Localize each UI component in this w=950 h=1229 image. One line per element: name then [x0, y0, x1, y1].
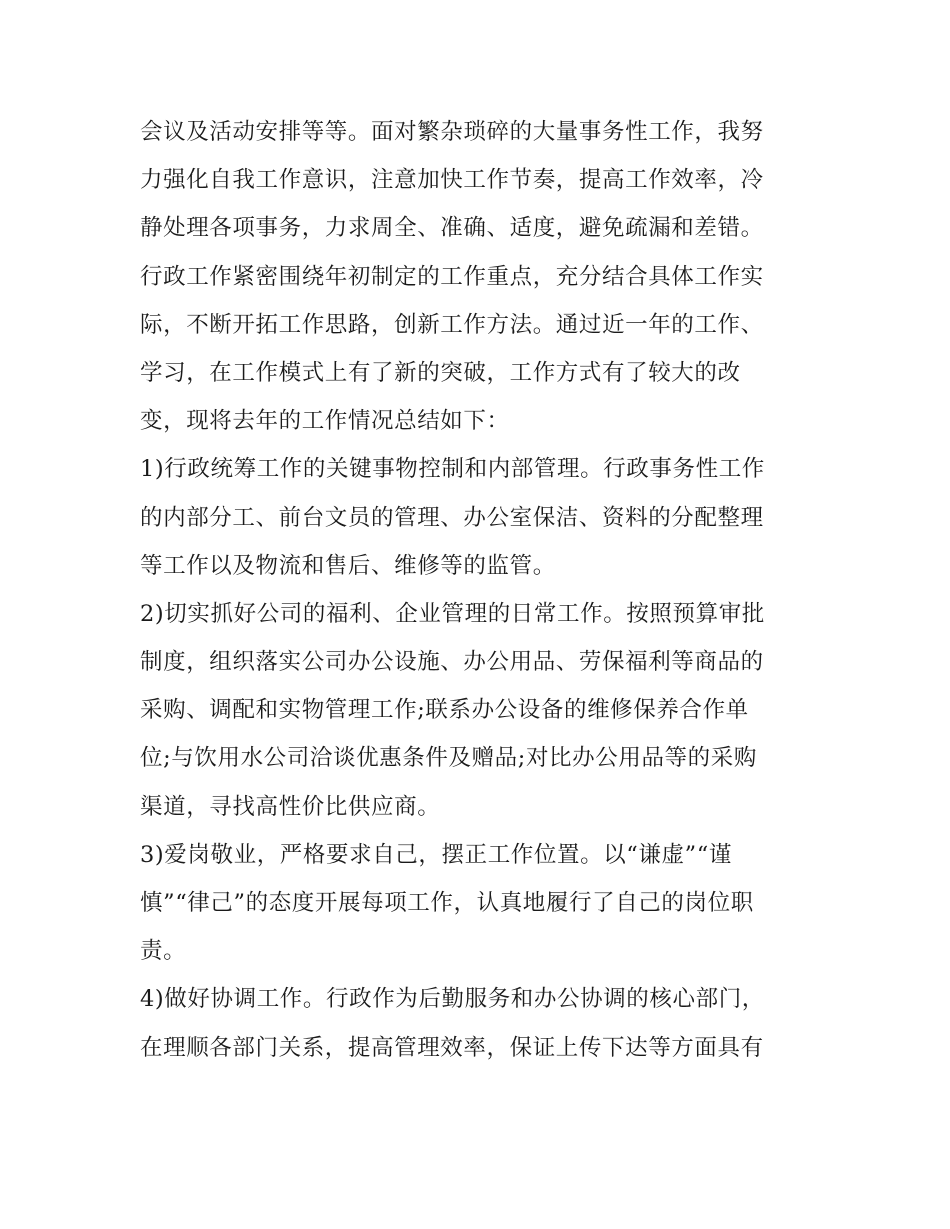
text-line: 变，现将去年的工作情况总结如下： — [140, 408, 510, 435]
list-item-2-line: 制度，组织落实公司办公设施、办公用品、劳保福利等商品的 — [140, 649, 764, 676]
list-item-3-line: 慎”“律己”的态度开展每项工作，认真地履行了自己的岗位职 — [140, 890, 754, 916]
document-body — [140, 108, 830, 1072]
text-line: 行政工作紧密围绕年初制定的工作重点，充分结合具体工作实 — [140, 263, 764, 290]
list-item-2-line: 渠道，寻找高性价比供应商。 — [140, 793, 441, 820]
text-line: 力强化自我工作意识，注意加快工作节奏，提高工作效率，冷 — [140, 167, 764, 194]
list-item-3-line: 3)爱岗敬业，严格要求自己，摆正工作位置。以“谦虚”“谨 — [140, 841, 732, 868]
list-item-4-line: 在理顺各部门关系，提高管理效率，保证上传下达等方面具有 — [140, 1034, 764, 1061]
list-item-4-line: 4)做好协调工作。行政作为后勤服务和办公协调的核心部门， — [140, 986, 765, 1013]
list-item-1-line: 的内部分工、前台文员的管理、办公室保洁、资料的分配整理 — [140, 504, 764, 531]
text-line: 会议及活动安排等等。面对繁杂琐碎的大量事务性工作，我努 — [140, 119, 764, 145]
list-item-3-line: 责。 — [140, 938, 187, 965]
list-item-1-line: 1)行政统筹工作的关键事物控制和内部管理。行政事务性工作 — [140, 456, 765, 483]
list-item-2-line: 采购、调配和实物管理工作;联系办公设备的维修保养合作单 — [140, 697, 749, 724]
list-item-2-line: 位;与饮用水公司洽谈优惠条件及赠品;对比办公用品等的采购 — [140, 745, 757, 772]
text-line: 际，不断开拓工作思路，创新工作方法。通过近一年的工作、 — [140, 311, 764, 338]
list-item-1-line: 等工作以及物流和售后、维修等的监管。 — [140, 552, 556, 579]
list-item-2-line: 2)切实抓好公司的福利、企业管理的日常工作。按照预算审批 — [140, 600, 765, 627]
text-line: 学习，在工作模式上有了新的突破，工作方式有了较大的改 — [140, 359, 741, 386]
text-line: 静处理各项事务，力求周全、准确、适度，避免疏漏和差错。 — [140, 215, 764, 242]
